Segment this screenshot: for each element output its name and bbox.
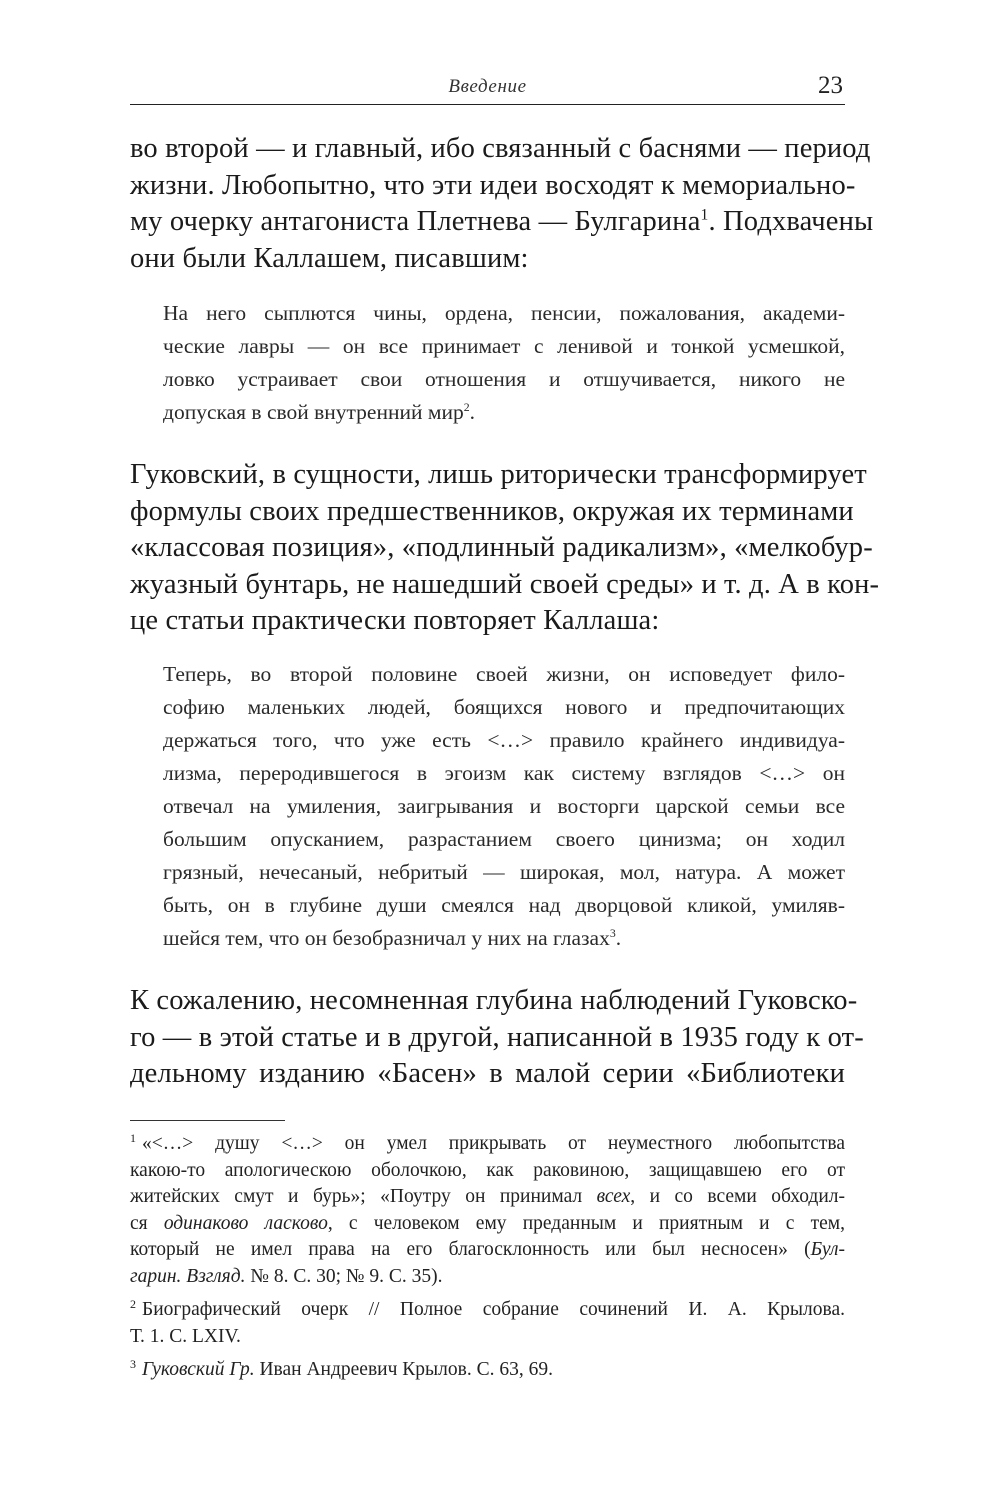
paragraph-line: го — в этой статье и в другой, написанной в 1935 году к от- xyxy=(130,1021,864,1053)
paragraph-line: формулы своих предшественников, окружая их терминами xyxy=(130,495,854,527)
quote-line: На него сыплются чины, ордена, пенсии, пожалования, академи- xyxy=(163,301,845,325)
footnote-line: Т. 1. С. LXIV. xyxy=(130,1325,241,1347)
footnote-marker: 3 xyxy=(130,1356,136,1371)
quote-line: ческие лавры — он все принимает с ленивой и тонкой усмешкой, xyxy=(163,334,845,358)
quote-line: большим опусканием, разрастанием своего цинизма; он ходил xyxy=(163,827,845,851)
footnote-2 xyxy=(130,1297,845,1350)
running-head xyxy=(130,74,845,105)
paragraph-line: К сожалению, несомненная глубина наблюдений Гуковско- xyxy=(130,985,858,1016)
footnotes xyxy=(130,1131,845,1391)
footnote-1 xyxy=(130,1131,845,1290)
paragraph-2 xyxy=(130,457,880,640)
footnote-divider xyxy=(130,1120,285,1121)
block-quote-1 xyxy=(163,297,845,429)
paragraph-line: они были Каллашем, писавшим: xyxy=(130,242,529,274)
quote-line: Теперь, во второй половине своей жизни, он исповедует фило- xyxy=(163,662,845,686)
paragraph-line: жуазный бунтарь, не нашедший своей среды» и т. д. А в кон- xyxy=(130,568,880,600)
paragraph-line: жизни. Любопытно, что эти идеи восходят к мемориально- xyxy=(130,169,856,201)
footnote-3 xyxy=(130,1357,845,1384)
paragraph-1 xyxy=(130,131,874,277)
quote-line: быть, он в глубине души смеялся над дворцовой кликой, умиляв- xyxy=(163,893,845,917)
footnote-line: какою-то апологическою оболочкою, как раковиною, защищавшею его от xyxy=(130,1159,845,1181)
footnote-line: гарин. Взгляд. № 8. С. 30; № 9. С. 35). xyxy=(130,1265,443,1287)
quote-line: отвечал на умиления, заигрывания и восторги царской семьи все xyxy=(163,794,845,818)
footnote-marker: 1 xyxy=(130,1130,136,1145)
footnote-line: $^2$ Биографический очерк // Полное собрание сочинений И. А. Крылова. xyxy=(130,1296,845,1320)
paragraph-line: «классовая позиция», «подлинный радикализм», «мелкобур- xyxy=(130,532,873,563)
block-quote-2 xyxy=(163,658,845,955)
quote-line: держаться того, что уже есть <…> правило крайнего индивидуа- xyxy=(163,728,845,752)
quote-line: ловко устраивает свои отношения и отшучивается, никого не xyxy=(163,367,845,391)
paragraph-3 xyxy=(130,983,864,1093)
footnote-marker: 2 xyxy=(130,1296,136,1311)
quote-line: шейся тем, что он безобразничал у них на глазах$^3$. xyxy=(163,925,622,950)
quote-line: софию маленьких людей, боящихся нового и предпочитающих xyxy=(163,695,845,719)
footnote-line: ся одинаково ласково, с человеком ему преданным и приятным и с тем, xyxy=(130,1212,845,1234)
quote-line: допуская в свой внутренний мир$^2$. xyxy=(163,399,476,424)
paragraph-line: му очерку антагониста Плетнева — Булгарина$^1$. Подхвачены xyxy=(130,206,874,237)
paragraph-line: це статьи практически повторяет Каллаша: xyxy=(130,605,660,636)
footnote-line: $^1$ «<…> душу <…> он умел прикрывать от неуместного любопытства xyxy=(130,1130,845,1154)
paragraph-line: дельному изданию «Басен» в малой серии «Библиотеки xyxy=(130,1058,845,1089)
paragraph-line: Гуковский, в сущности, лишь риторически трансформирует xyxy=(130,459,867,490)
page-number: 23 xyxy=(818,72,843,99)
footnote-reference[interactable]: 2 xyxy=(463,399,470,414)
footnote-line: житейских смут и бурь»; «Поутру он принимал всех, и со всеми обходил- xyxy=(130,1186,845,1207)
paragraph-line: во второй — и главный, ибо связанный с баснями — период xyxy=(130,133,871,164)
quote-line: грязный, нечесаный, небритый — широкая, мол, натура. А может xyxy=(163,860,845,884)
quote-line: лизма, переродившегося в эгоизм как систему взглядов <…> он xyxy=(163,761,845,785)
running-head-title: Введение xyxy=(448,76,527,97)
footnote-reference[interactable]: 3 xyxy=(609,925,616,940)
footnote-reference[interactable]: 1 xyxy=(700,206,709,224)
footnote-line: $^3$ Гуковский Гр. Иван Андреевич Крылов. С. 63, 69. xyxy=(130,1356,553,1380)
footnote-line: который не имел права на его благосклонность или был несносен» (Бул- xyxy=(130,1239,845,1260)
